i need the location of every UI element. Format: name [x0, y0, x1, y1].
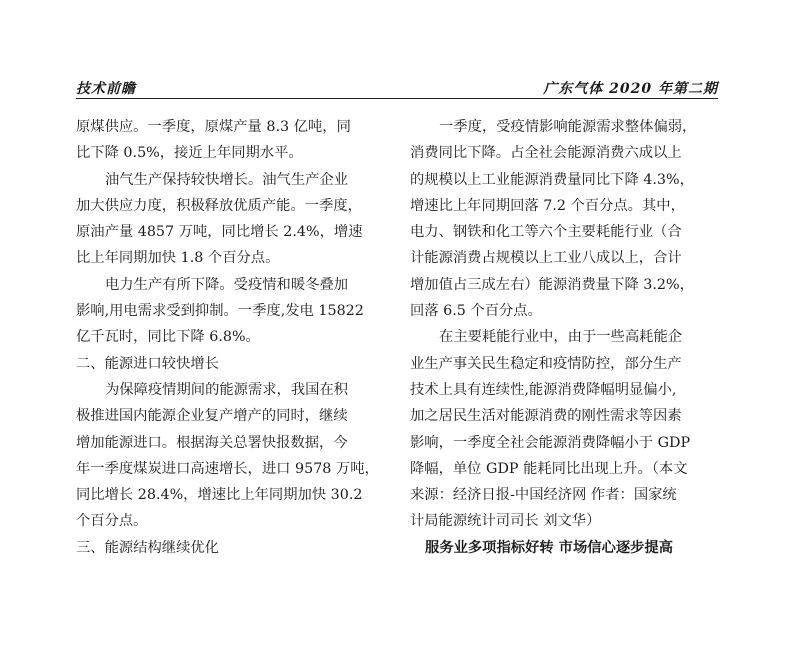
- text-line: 增速比上年同期回落 7.2 个百分点。其中，: [410, 197, 685, 214]
- text-line: 计能源消费占规模以上工业八成以上，合计: [410, 250, 682, 267]
- text-line: 比上年同期加快 1.8 个百分点。: [76, 250, 280, 267]
- text-line: 三、能源结构继续优化: [76, 539, 219, 556]
- text-line: 增加值占三成左右）能源消费量下降 3.2%，: [410, 276, 694, 293]
- text-line: 电力生产有所下降。受疫情和暖冬叠加: [105, 276, 349, 293]
- text-line: 加之居民生活对能源消费的刚性需求等因素: [410, 408, 682, 425]
- text-line: 原煤供应。一季度，原煤产量 8.3 亿吨，同: [76, 119, 351, 135]
- journal-issue-label: 广东气体 2020 年第二期: [543, 81, 718, 97]
- text-line: 亿千瓦时，同比下降 6.8%。: [76, 329, 260, 346]
- text-line: 同比增长 28.4%，增速比上年同期加快 30.2: [76, 487, 363, 504]
- next-article-title: 服务业多项指标好转 市场信心逐步提高: [425, 539, 674, 556]
- section-label: 技术前瞻: [76, 81, 136, 97]
- text-line: 计局能源统计司司长 刘文华）: [410, 513, 601, 530]
- text-line: 业生产事关民生稳定和疫情防控，部分生产: [410, 355, 682, 372]
- text-line: 的规模以上工业能源消费量同比下降 4.3%，: [410, 171, 694, 188]
- text-line: 回落 6.5 个百分点。: [410, 303, 542, 320]
- text-line: 原油产量 4857 万吨，同比增长 2.4%，增速: [76, 224, 363, 241]
- page-header: [76, 76, 718, 99]
- right-column: [410, 114, 720, 561]
- text-line: 增加能源进口。根据海关总署快报数据，今: [76, 434, 348, 451]
- text-line: 一季度，受疫情影响能源需求整体偏弱，: [439, 119, 697, 135]
- text-line: 消费同比下降。占全社会能源消费六成以上: [410, 145, 682, 162]
- text-line: 技术上具有连续性,能源消费降幅明显偏小,: [410, 381, 677, 398]
- left-column: [76, 114, 392, 561]
- text-line: 年一季度煤炭进口高速增长，进口 9578 万吨，: [76, 460, 379, 477]
- text-line: 二、能源进口较快增长: [76, 355, 219, 372]
- text-line: 个百分点。: [76, 513, 148, 530]
- text-line: 来源：经济日报-中国经济网 作者：国家统: [410, 487, 677, 504]
- text-line: 比下降 0.5%，接近上年同期水平。: [76, 145, 303, 162]
- text-line: 影响，一季度全社会能源消费降幅小于 GDP: [410, 434, 691, 451]
- text-line: 在主要耗能行业中，由于一些高耗能企: [439, 329, 683, 346]
- text-line: 加大供应力度，积极释放优质产能。一季度，: [76, 197, 362, 214]
- text-line: 影响,用电需求受到抑制。一季度,发电 15822: [76, 303, 364, 320]
- text-line: 极推进国内能源企业复产增产的同时，继续: [76, 408, 348, 425]
- text-line: 油气生产保持较快增长。油气生产企业: [105, 171, 349, 188]
- text-line: 为保障疫情期间的能源需求，我国在积: [105, 381, 349, 398]
- text-line: 降幅，单位 GDP 能耗同比出现上升。（本文: [410, 460, 688, 477]
- text-line: 电力、钢铁和化工等六个主要耗能行业（合: [410, 224, 682, 241]
